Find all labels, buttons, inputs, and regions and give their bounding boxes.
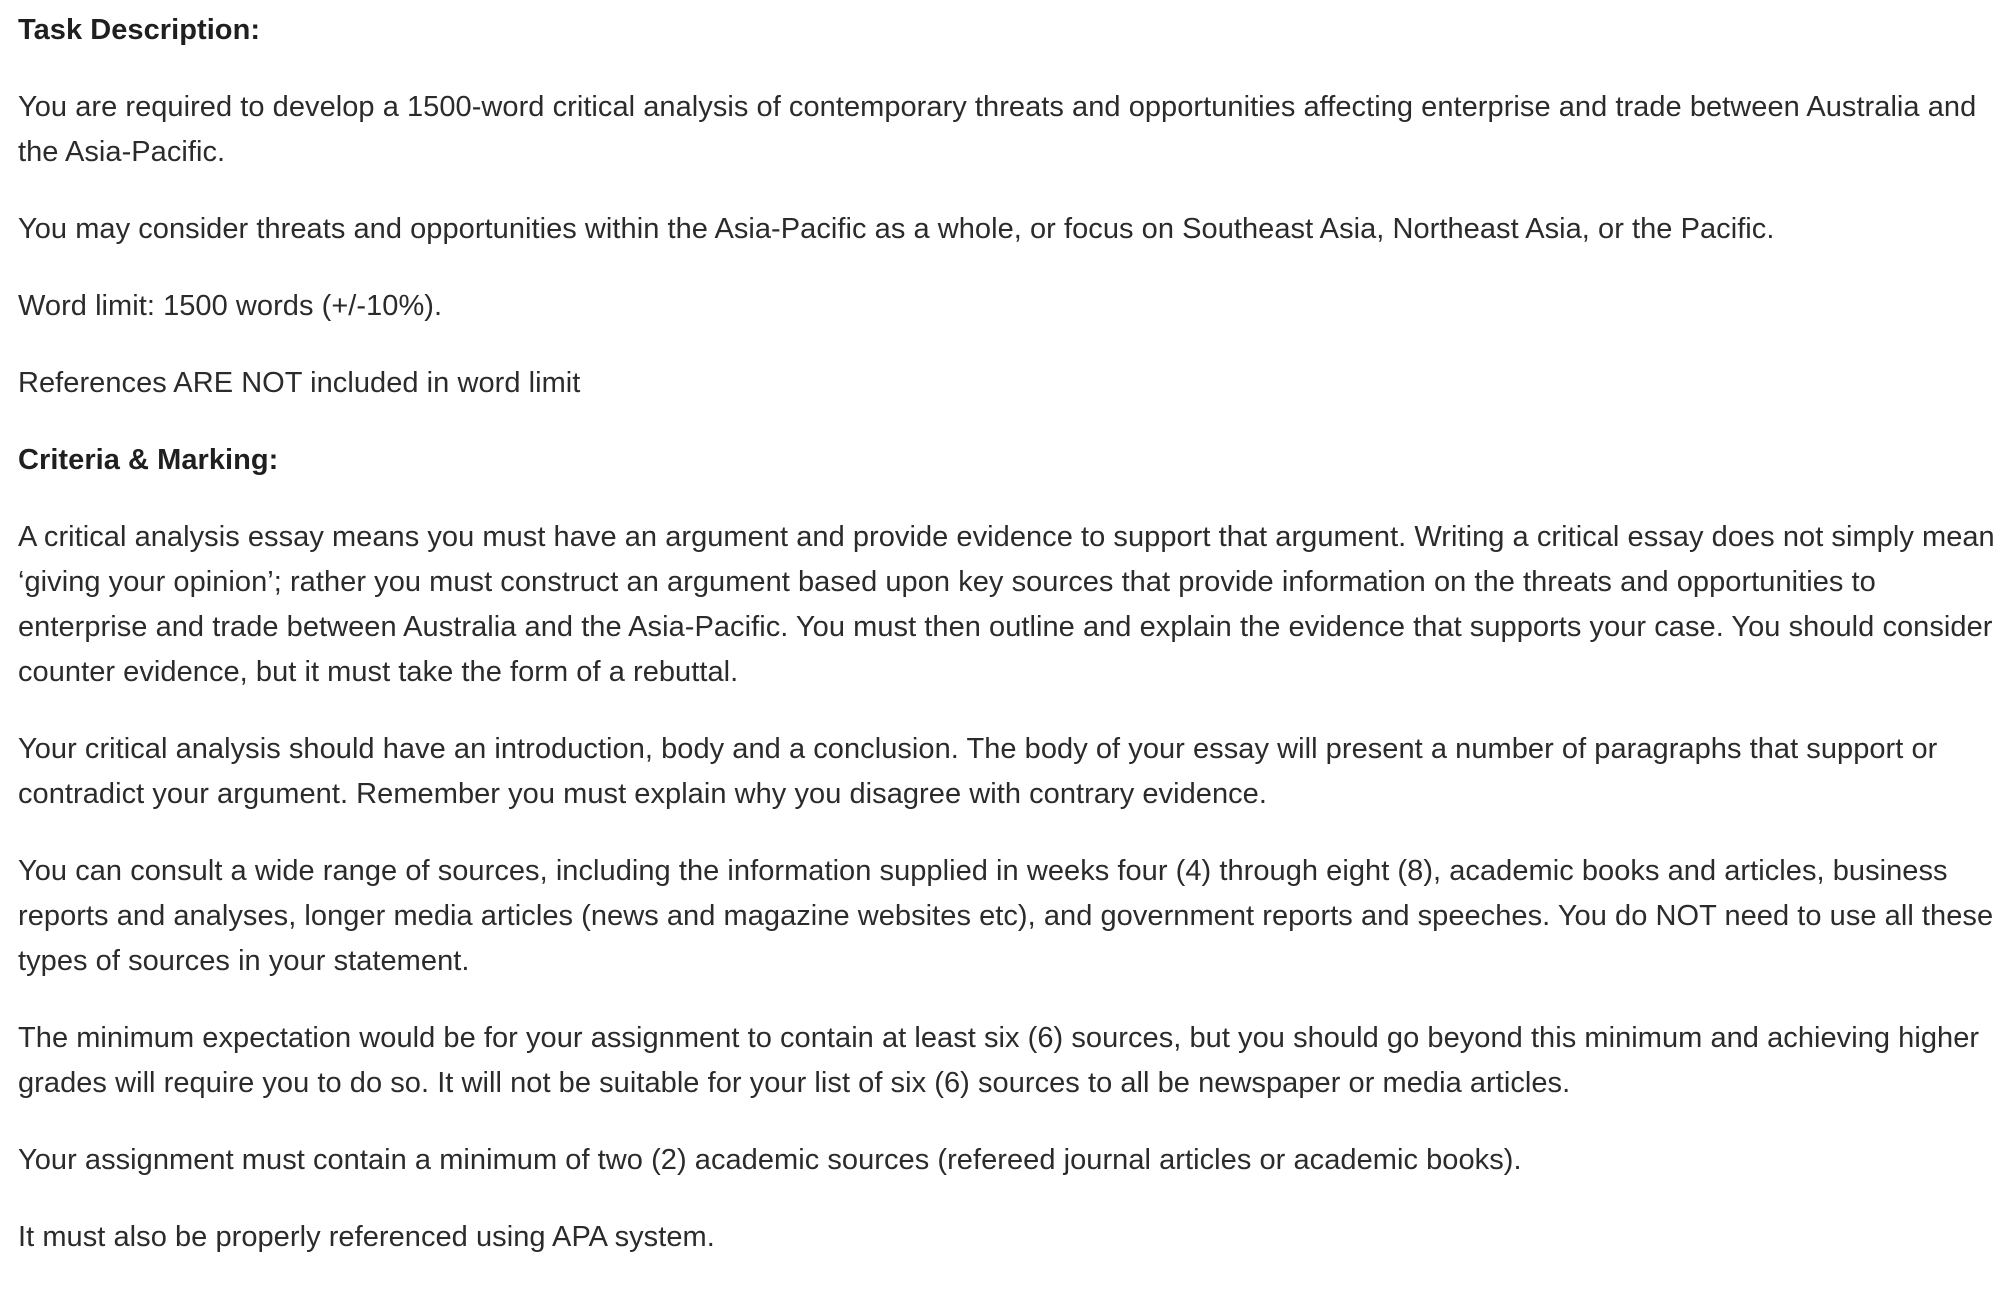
task-paragraph-references-note: References ARE NOT included in word limit — [18, 367, 581, 399]
criteria-paragraph-structure: Your critical analysis should have an introduction, body and a conclusion. The body of your essay will present a number of paragraphs that support or contradict your argument. Remember you must explain why you disagree with contrary evidence. — [18, 733, 1938, 810]
criteria-paragraph-referencing: It must also be properly referenced using APA system. — [18, 1221, 715, 1253]
criteria-marking-heading: Criteria & Marking: — [18, 444, 279, 476]
task-paragraph-overview: You are required to develop a 1500-word critical analysis of contemporary threats and opportunities affecting enterprise and trade between Australia and the Asia-Pacific. — [18, 91, 1977, 168]
criteria-paragraph-critical-essay: A critical analysis essay means you must have an argument and provide evidence to support that argument. Writing a critical essay does not simply mean ‘giving your opinion’; rather you must construct an argument based upon key sources that provide information on the threats and opportunities to enterprise and trade between Australia and the Asia-Pacific. You must then outline and explain the evidence that supports your case. You should consider counter evidence, but it must take the form of a rebuttal. — [18, 521, 1995, 688]
criteria-paragraph-academic-sources: Your assignment must contain a minimum of two (2) academic sources (refereed journal articles or academic books). — [18, 1144, 1522, 1176]
task-description-heading: Task Description: — [18, 14, 261, 46]
task-paragraph-scope: You may consider threats and opportunities within the Asia-Pacific as a whole, or focus on Southeast Asia, Northeast Asia, or the Pacific. — [18, 213, 1775, 245]
assignment-document — [18, 8, 2008, 1292]
criteria-paragraph-sources: You can consult a wide range of sources, including the information supplied in weeks four (4) through eight (8), academic books and articles, business reports and analyses, longer media articles (news and magazine websites etc), and government reports and speeches. You do NOT need to use all these types of sources in your statement. — [18, 855, 1994, 977]
task-paragraph-word-limit: Word limit: 1500 words (+/-10%). — [18, 290, 443, 322]
criteria-paragraph-minimum-sources: The minimum expectation would be for your assignment to contain at least six (6) sources, but you should go beyond this minimum and achieving higher grades will require you to do so. It will not be suitable for your list of six (6) sources to all be newspaper or media articles. — [18, 1022, 1980, 1099]
